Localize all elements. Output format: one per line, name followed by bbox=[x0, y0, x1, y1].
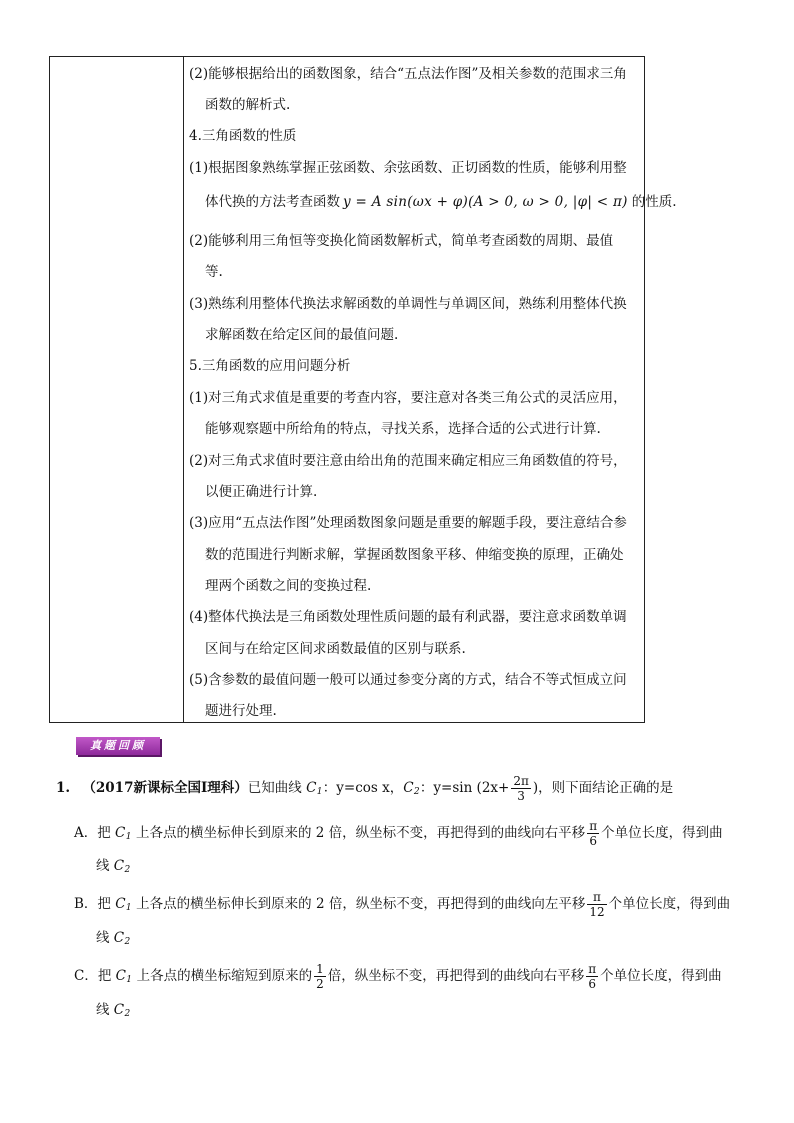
table-line: 4.三角函数的性质 bbox=[189, 128, 297, 144]
option-text: 上各点的横坐标缩短到原来的 bbox=[132, 968, 313, 984]
option-letter: B． bbox=[74, 896, 98, 912]
table-line: 数的范围进行判断求解，掌握函数图象平移、伸缩变换的原理，正确处 bbox=[205, 547, 624, 563]
table-line bbox=[205, 192, 677, 212]
option-text: 倍，纵坐标不变，再把得到的曲线向右平移 bbox=[327, 968, 585, 984]
fraction-pi-over-12: $\frac{\pi}{12}$ bbox=[589, 890, 605, 919]
fraction-pi-over-6: $\frac{\pi}{6}$ bbox=[589, 819, 598, 848]
table-line-text: 体代换的方法考查函数 bbox=[205, 194, 340, 210]
table-line: 理两个函数之间的变换过程. bbox=[205, 578, 372, 594]
option-text: 线 bbox=[96, 858, 114, 874]
option-c bbox=[74, 962, 722, 991]
table-column-divider bbox=[183, 57, 184, 722]
option-letter: A． bbox=[74, 825, 98, 841]
question-number: 1. bbox=[56, 780, 71, 796]
table-line: (1)根据图象熟练掌握正弦函数、余弦函数、正切函数的性质，能够利用整 bbox=[189, 160, 627, 176]
option-a-cont bbox=[96, 856, 130, 880]
table-line: 区间与在给定区间求函数最值的区别与联系. bbox=[205, 641, 466, 657]
table-line: 函数的解析式. bbox=[205, 97, 291, 113]
curve-c2: $C_2$ bbox=[113, 930, 131, 947]
table-line: (5)含参数的最值问题一般可以通过参变分离的方式，结合不等式恒成立问 bbox=[189, 672, 627, 688]
table-line: (4)整体代换法是三角函数处理性质问题的最有利武器，要注意求函数单调 bbox=[189, 609, 627, 625]
section-badge: 真题回顾 bbox=[76, 737, 160, 755]
option-a bbox=[74, 819, 723, 848]
option-text: 把 bbox=[97, 896, 116, 912]
option-b bbox=[74, 890, 730, 919]
table-line: 5.三角函数的应用问题分析 bbox=[189, 358, 351, 374]
curve-c1: $C_1$ bbox=[115, 896, 132, 913]
table-line: 能够观察题中所给角的特点，寻找关系，选择合适的公式进行计算. bbox=[205, 421, 601, 437]
option-c-cont bbox=[96, 1000, 130, 1024]
option-text: 线 bbox=[96, 1002, 114, 1018]
curve-c2: $C_2$ bbox=[403, 780, 420, 797]
curve-c1: $C_1$ bbox=[115, 825, 132, 842]
curve-c1: $C_1$ bbox=[115, 968, 133, 985]
table-line: (1)对三角式求值是重要的考查内容，要注意对各类三角公式的灵活应用， bbox=[189, 390, 627, 406]
option-text: 个单位长度，得到曲 bbox=[600, 968, 722, 984]
table-line: (3)熟练利用整体代换法求解函数的单调性与单调区间，熟练利用整体代换 bbox=[189, 296, 627, 312]
question-stem-text: )，则下面结论正确的是 bbox=[532, 780, 674, 796]
option-text: 上各点的横坐标伸长到原来的 2 倍，纵坐标不变，再把得到的曲线向右平移 bbox=[131, 825, 586, 841]
question-stem-text: 已知曲线 bbox=[247, 780, 302, 796]
table-line-text: 的性质. bbox=[631, 194, 677, 210]
option-text: 把 bbox=[97, 825, 116, 841]
question-stem bbox=[56, 774, 673, 803]
formula-y-asin: y = A sin(ωx + φ)(A > 0, ω > 0, |φ| < π) bbox=[343, 194, 628, 210]
question-source: （2017新课标全国Ⅰ理科） bbox=[82, 780, 248, 796]
table-line: (2)能够根据给出的函数图象，结合“五点法作图”及相关参数的范围求三角 bbox=[189, 66, 627, 82]
table-line: 以便正确进行计算. bbox=[205, 484, 318, 500]
option-b-cont bbox=[96, 928, 130, 952]
table-line: 求解函数在给定区间的最值问题. bbox=[205, 327, 399, 343]
table-line: 题进行处理. bbox=[205, 703, 277, 719]
option-text: 上各点的横坐标伸长到原来的 2 倍，纵坐标不变，再把得到的曲线向左平移 bbox=[131, 896, 586, 912]
option-letter: C． bbox=[74, 968, 98, 984]
curve-c2: $C_2$ bbox=[113, 1002, 131, 1019]
table-line: 等. bbox=[205, 264, 223, 280]
curve-c2: $C_2$ bbox=[113, 858, 131, 875]
curve-c1: $C_1$ bbox=[306, 780, 323, 797]
table-line: (2)能够利用三角恒等变换化简函数解析式，简单考查函数的周期、最值 bbox=[189, 233, 614, 249]
table-line: (2)对三角式求值时要注意由给出角的范围来确定相应三角函数值的符号， bbox=[189, 453, 627, 469]
curve-c1-def: ：y=cos x， bbox=[322, 780, 404, 796]
fraction-2pi-over-3: $\frac{2\pi}{3}$ bbox=[513, 774, 529, 803]
curve-c2-def: ：y=sin (2x+ bbox=[419, 780, 510, 796]
option-text: 线 bbox=[96, 930, 114, 946]
option-text: 把 bbox=[97, 968, 116, 984]
option-text: 个单位长度，得到曲 bbox=[601, 825, 723, 841]
fraction-pi-over-6: $\frac{\pi}{6}$ bbox=[588, 962, 597, 991]
option-text: 个单位长度，得到曲 bbox=[608, 896, 731, 912]
table-line: (3)应用“五点法作图”处理函数图象问题是重要的解题手段，要注意结合参 bbox=[189, 515, 627, 531]
fraction-one-half: $\frac{1}{2}$ bbox=[316, 962, 324, 991]
